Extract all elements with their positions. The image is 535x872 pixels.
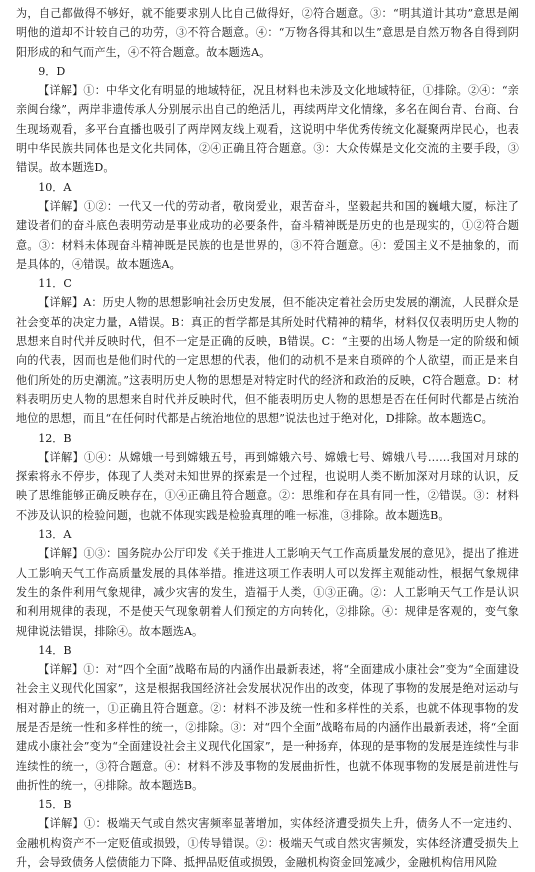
question-13-explanation: 【详解】①③：国务院办公厅印发《关于推进人工影响天气工作高质量发展的意见》，提出了推进人工影响天气工作高质量发展的具体举措。推进这项工作表明人可以发挥主观能动性，根据气象规律发生的条件利用气象规律，减少灾害的发生，造福于人类，①③正确。②：人工影响天气工作是认识和利用规律的表现，不是使天气现象朝着人们预定的方向转化，②排除。④：规律是客观的，变气象规律说法错误，排除④。故本题选A。	[16, 547, 519, 638]
question-9-explanation: 【详解】①：中华文化有明显的地域特征，况且材料也未涉及文化地域特征，①排除。②④：“亲亲闽台缘”，两岸非遗传承人分别展示出自己的绝活儿，再续两岸文化情缘，多名在闽台青、台商、台生现场观看，多平台直播也吸引了两岸网友线上观看，这说明中华优秀传统文化凝聚两岸民心，也表明中华民族共同体也是文化共同体，②④正确且符合题意。③：大众传媒是文化交流的主要手段，③错误。故本题选D。	[16, 84, 519, 175]
question-12-explanation: 【详解】①④：从嫦娥一号到嫦娥五号，再到嫦娥六号、嫦娥七号、嫦娥八号……我国对月球的探索将永不停步，体现了人类对未知世界的探索是一个过程，也说明人类不断加深对月球的认识，反映了思维能够正确反映存在，①④正确且符合题意。②：思维和存在具有同一性，②错误。③：材料不涉及认识的检验问题，也就不体现实践是检验真理的唯一标准，③排除。故本题选B。	[16, 450, 519, 522]
question-9-number: 9．D	[38, 64, 66, 78]
question-10-explanation: 【详解】①②：一代又一代的劳动者，敬岗爱业，艰苦奋斗，坚毅起共和国的巍峨大厦，标注了建设者们的奋斗底色表明劳动是事业成功的必要条件，奋斗精神既是历史的也是现实的，①②符合题意。③：材料未体现奋斗精神既是民族的也是世界的，③不符合题意。④：爱国主义不是抽象的，而是具体的，④错误。故本题选A。	[16, 199, 519, 271]
question-10-number: 10．A	[38, 180, 72, 194]
question-15-explanation: 【详解】①：极端天气或自然灾害频率显著增加，实体经济遭受损失上升，债务人不一定违约、金融机构资产不一定贬值或损毁，①传导错误。②：极端天气或自然灾害频发，实体经济遭受损失上升，会导致债务人偿债能力下降、抵押品贬值或损毁，金融机构资金回笼减少，金融机构信用风险	[16, 817, 519, 870]
question-15-number: 15．B	[38, 798, 72, 812]
question-14-number: 14．B	[38, 643, 72, 657]
question-13-number: 13．A	[38, 528, 72, 542]
question-11-number: 11．C	[38, 277, 72, 291]
question-14-explanation: 【详解】①：对“四个全面”战略布局的内涵作出最新表述，将“全面建成小康社会”变为“全面建设社会主义现代化国家”，这是根据我国经济社会发展状况作出的改变，体现了事物的发展是绝对运动与相对静止的统一，①正确且符合题意。②：材料不涉及统一性和多样性的关系，也就不体现事物的发展是否是统一性和多样性的统一，②排除。③：对“四个全面”战略布局的内涵作出最新表述，将“全面建成小康社会”变为“全面建设社会主义现代化国家”，是一种扬弃，体现的是事物的发展是连续性与非连续性的统一，③符合题意。④：材料不涉及事物的发展曲折性，也就不体现事物的发展是前进性与曲折性的统一，④排除。故本题选B。	[16, 663, 519, 792]
question-11-explanation: 【详解】A：历史人物的思想影响社会历史发展，但不能决定着社会历史发展的潮流，人民群众是社会变革的决定力量，A错误。B：真正的哲学都是其所处时代精神的精华，材料仅仅表明历史人物的思想来自时代并反映时代，但不一定是正确的反映，B错误。C：“主要的出场人物是一定的阶级和倾向的代表，因而也是他们时代的一定思想的代表，他们的动机不是来自琐碎的个人欲望，而正是来自他们所处的历史潮流。”这表明历史人物的思想是对特定时代的经济和政治的反映，C符合题意。D：材料表明历史人物的思想来自时代并反映时代，但不能表明历史人物的思想是否在任何时代都是占统治地位的思想，而且“在任何时代都是占统治地位的思想”说法也过于绝对化，D排除。故本题选C。	[16, 296, 519, 426]
paragraph-8-end: 为，自己都做得不够好，就不能要求别人比自己做得好，②符合题意。③：“明其道计其功”意思是阐明他的道却不计较自己的功劳，③不符合题意。④：“万物各得其和以生”意思是自然万物各自得到阴阳形成的和气而产生，④不符合题意。故本题选A。	[16, 7, 519, 59]
question-12-number: 12．B	[38, 431, 72, 445]
